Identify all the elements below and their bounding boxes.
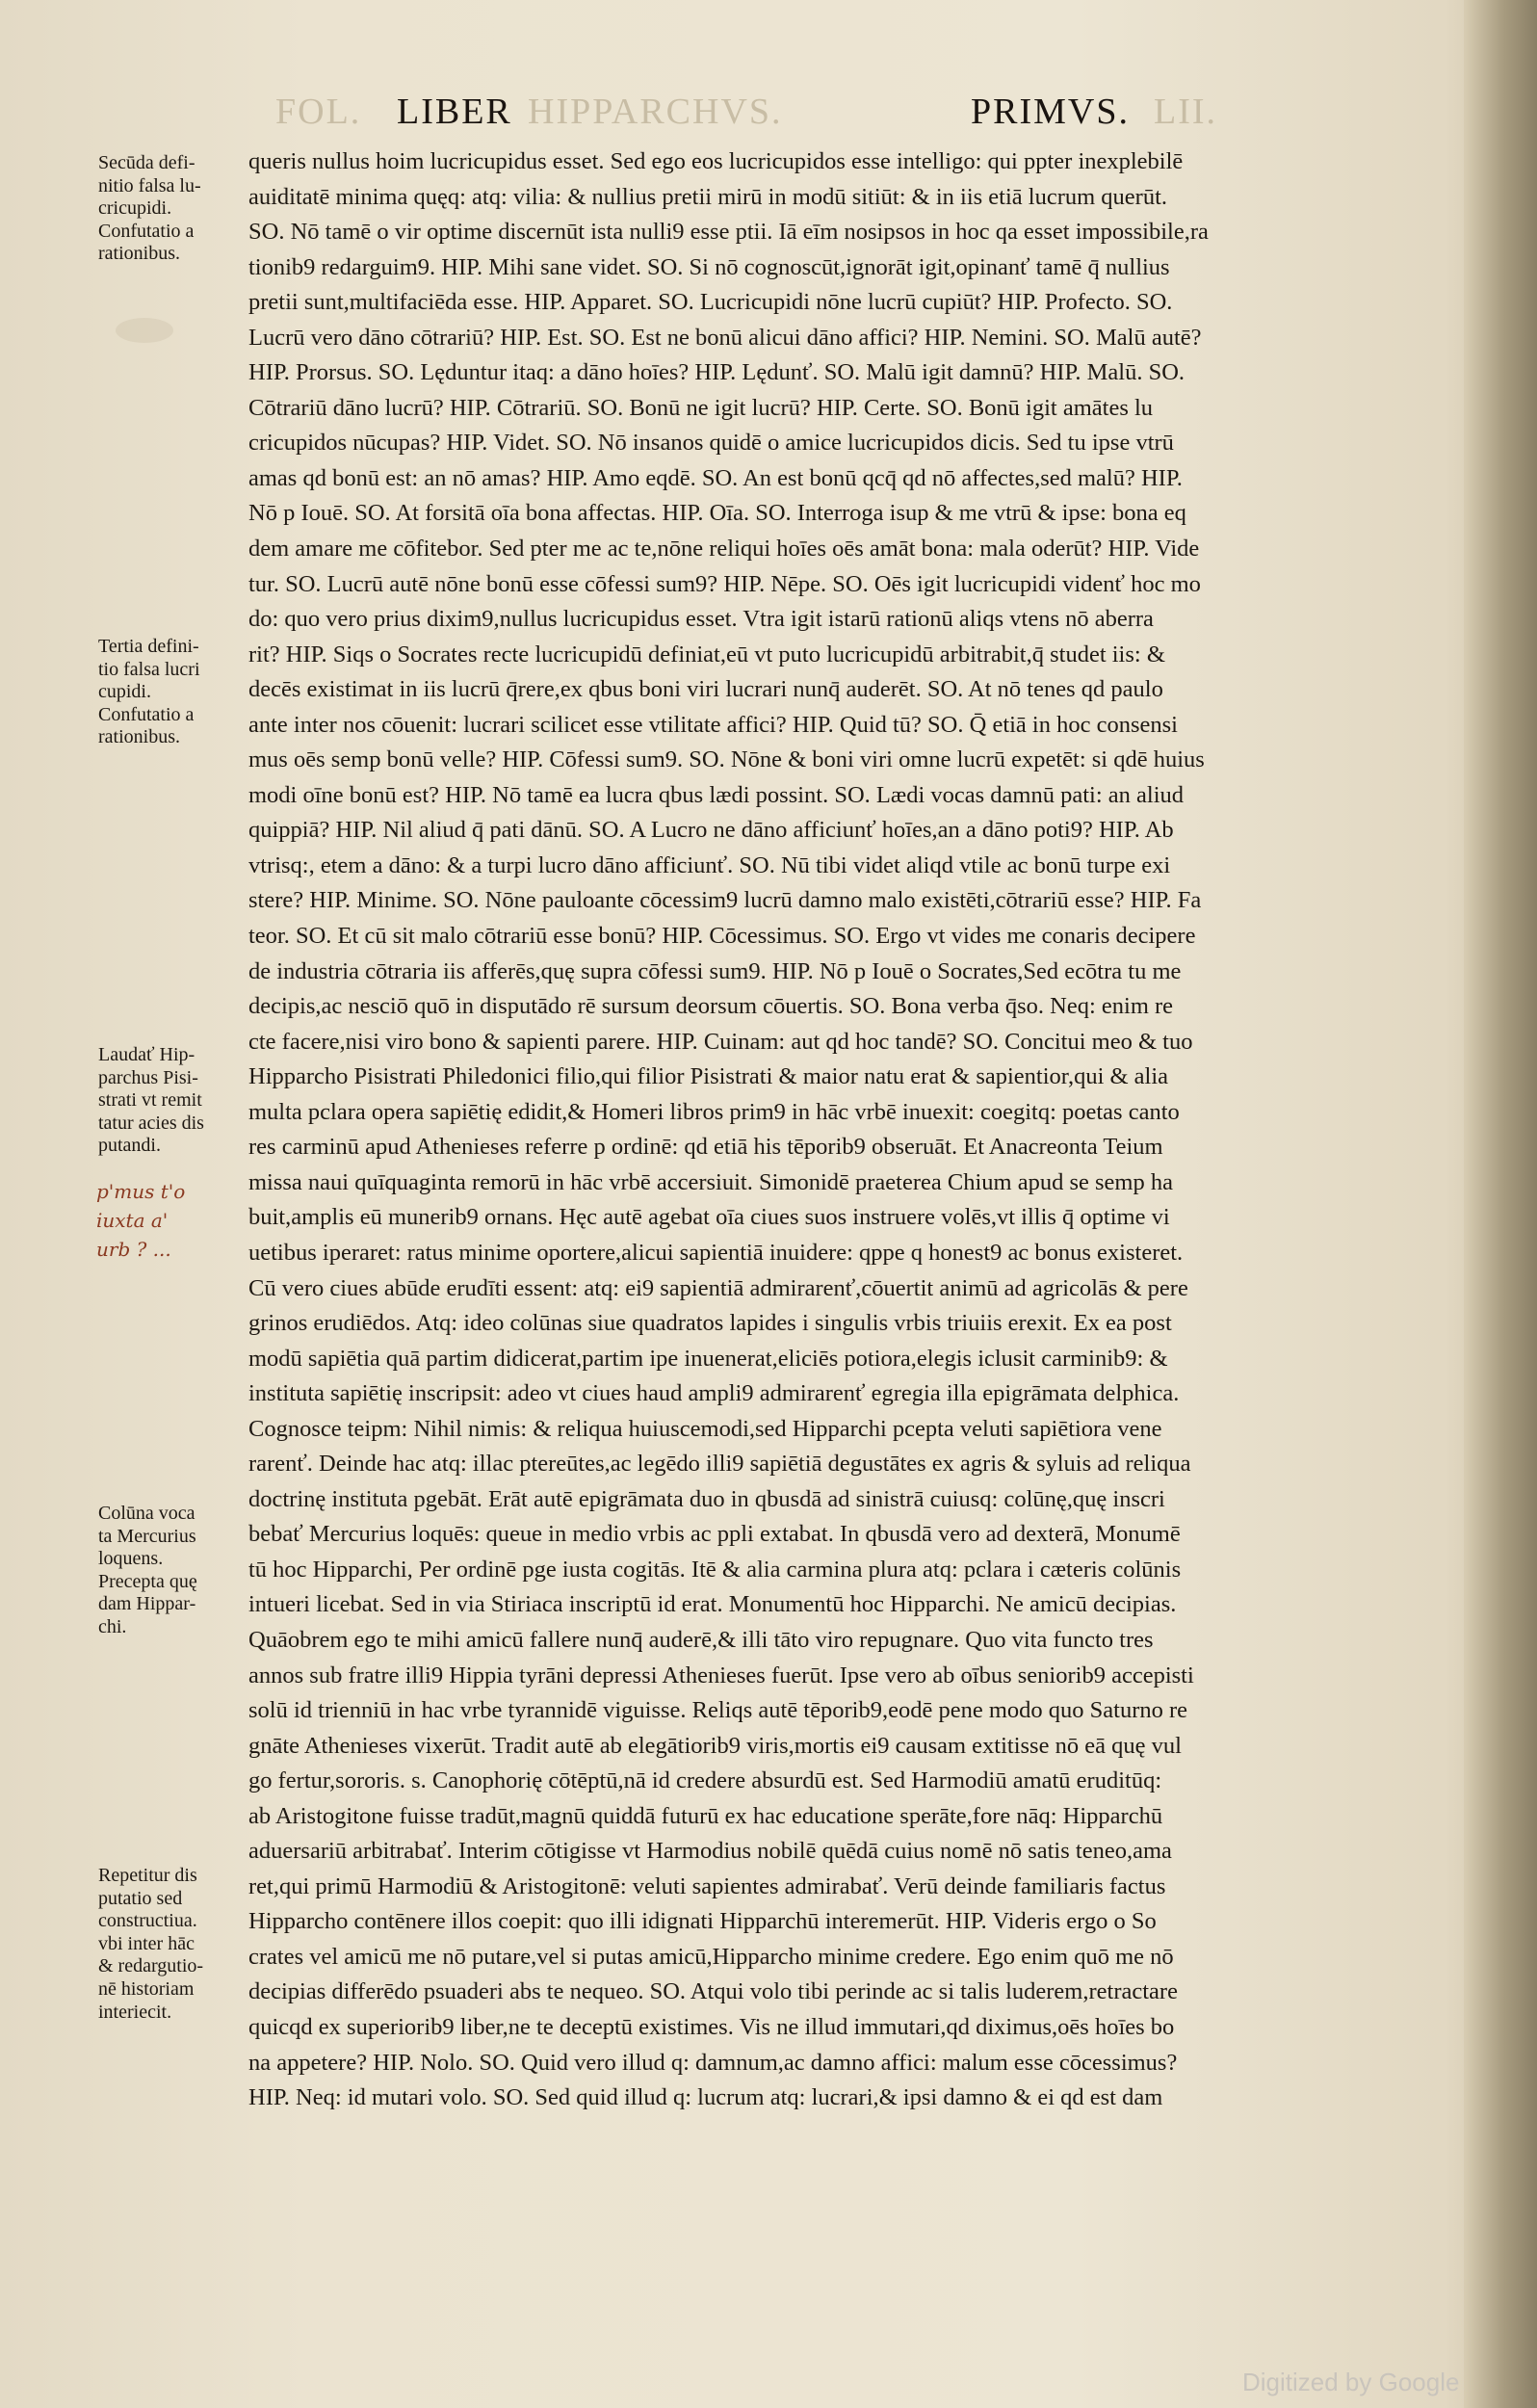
text-line: ante inter nos cōuenit: lucrari scilicet esse vtilitate affici? HIP. Quid tū? SO. Q̄ etiā in hoc consensi <box>248 711 1178 738</box>
margin-note-line: cupidi. <box>98 681 151 703</box>
margin-note-line: Confutatio a <box>98 703 195 725</box>
margin-note-line: tatur acies dis <box>98 1112 204 1134</box>
running-header <box>0 91 1537 137</box>
header-ghost-center: HIPPARCHVS. <box>528 92 783 132</box>
margin-note-line: rationibus. <box>98 726 180 748</box>
margin-note-line: loquens. <box>98 1548 164 1570</box>
text-line: rarenť. Deinde hac atq: illac ptereūtes,ac legēdo illi9 sapiētiā degustātes ex agris & syluis ad reliqua <box>248 1451 1191 1478</box>
text-line: Cū vero ciues abūde erudīti essent: atq: ei9 sapientiā admirarenť,cōuertit animū ad agricolās & pere <box>248 1274 1188 1301</box>
text-line: modi oīne bonū est? HIP. Nō tamē ea lucra qbus lædi possint. SO. Lædi vocas damnū pati: an aliud <box>248 781 1185 808</box>
text-line: tū hoc Hipparchi, Per ordinē pge iusta cogitās. Itē & alia carmina plura atq: pclara i cæteris colūnis <box>248 1556 1182 1583</box>
text-line: doctrinę instituta pgebāt. Erāt autē epigrāmata duo in qbusdā ad sinistrā cuiusq: colūnę,quę inscri <box>248 1485 1165 1512</box>
text-line: Cognosce teipm: Nihil nimis: & reliqua huiuscemodi,sed Hipparchi pcepta veluti sapiētiora vene <box>248 1415 1162 1442</box>
header-liber: LIBER <box>397 92 512 132</box>
margin-note-line: Repetitur dis <box>98 1865 197 1886</box>
text-line: stere? HIP. Minime. SO. Nōne pauloante cōcessim9 lucrū damno malo existēti,cōtrariū esse? HIP. Fa <box>248 887 1202 914</box>
text-line: Hipparcho Pisistrati Philedonici filio,qui filior Pisistrati & maior natu erat & sapientior,qui & alia <box>248 1063 1169 1090</box>
margin-note-line: cricupidi. <box>98 197 172 220</box>
margin-note-line: Tertia defini- <box>98 636 199 657</box>
margin-note-line: parchus Pisi- <box>98 1066 198 1088</box>
text-line: modū sapiētia quā partim didicerat,partim ipe inuenerat,eliciēs potiora,elegis iclusit carminib9: & <box>248 1345 1168 1372</box>
text-line: res carminū apud Athenieses referre p ordinē: qd etiā his tēporib9 obseruāt. Et Anacreonta Teium <box>248 1134 1163 1161</box>
text-line: quippiā? HIP. Nil aliud q̄ pati dānū. SO. A Lucro ne dāno afficiunť hoīes,an a dāno poti9? HIP. Ab <box>248 817 1174 844</box>
margin-note-line: putandi. <box>98 1135 161 1157</box>
text-line: teor. SO. Et cū sit malo cōtrariū esse bonū? HIP. Cōcessimus. SO. Ergo vt vides me conaris decipere <box>248 923 1196 950</box>
header-primus: PRIMVS. <box>971 92 1130 132</box>
margin-note-line: interiecit. <box>98 2001 172 2023</box>
text-line: buit,amplis eū munerib9 ornans. Hęc autē agebat oīa ciues suos instruere volēs,vt illis q̄ optime vi <box>248 1204 1170 1231</box>
text-line: decēs existimat in iis lucrū q̄rere,ex qbus boni viri lucrari nunq̄ auderēt. SO. At nō tenes qd paulo <box>248 676 1163 703</box>
text-line: HIP. Neq: id mutari volo. SO. Sed quid illud q: lucrum atq: lucrari,& ipsi damno & ei qd est dam <box>248 2084 1163 2111</box>
text-line: decipis,ac nesciō quō in disputādo rē sursum deorsum cōuertis. SO. Bona verba q̄so. Neq: enim re <box>248 993 1174 1020</box>
text-line: decipias differēdo psuaderi abs te nequeo. SO. Atqui volo tibi perinde ac si talis luderem,retractare <box>248 1978 1178 2005</box>
stain <box>116 318 173 343</box>
text-line: missa naui quīquaginta remorū in hāc vrbē accersiuit. Simonidē praeterea Chium apud se semp ha <box>248 1168 1173 1195</box>
text-line: Hipparcho contēnere illos coepit: quo illi idignati Hipparchū interemerūt. HIP. Videris ergo o So <box>248 1908 1157 1935</box>
text-line: Cōtrariū dāno lucrū? HIP. Cōtrariū. SO. Bonū ne igit lucrū? HIP. Certe. SO. Bonū igit amātes lu <box>248 394 1154 421</box>
text-line: dem amare me cōfitebor. Sed pter me ac te,nōne reliqui hoīes oēs amāt bona: mala oderūt? HIP. Vide <box>248 536 1200 563</box>
text-line: pretii sunt,multifaciēda esse. HIP. Apparet. SO. Lucricupidi nōne lucrū cupiūt? HIP. Profecto. SO. <box>248 289 1173 316</box>
text-line: Quāobrem ego te mihi amicū fallere nunq̄ auderē,& illi tāto viro repugnare. Quo vita functo tres <box>248 1626 1154 1653</box>
margin-note-line: chi. <box>98 1615 127 1637</box>
margin-note-repetitur-disputatio <box>98 1865 245 2024</box>
margin-note-line: tio falsa lucri <box>98 658 200 680</box>
text-line: Lucrū vero dāno cōtrariū? HIP. Est. SO. Est ne bonū alicui dāno affici? HIP. Nemini. SO. Malū autē? <box>248 324 1202 351</box>
margin-note-laudatur-hipparchus <box>98 1044 245 1158</box>
text-line: gnāte Athenieses vixerūt. Tradit autē ab elegātiorib9 viris,mortis ei9 causam extitisse nō eā quę vul <box>248 1732 1182 1759</box>
main-text-column <box>248 144 1373 2116</box>
margin-note-line: nē historiam <box>98 1977 195 2000</box>
text-line: Nō p Iouē. SO. At forsitā oīa bona affectas. HIP. Oīa. SO. Interroga isup & me vtrū & ipse: bona eq <box>248 500 1186 527</box>
margin-note-columna-mercurius <box>98 1503 245 1639</box>
margin-note-line: vbi inter hāc <box>98 1932 195 1954</box>
text-line: quicqd ex superiorib9 liber,ne te deceptū existimes. Vis ne illud immutari,qd diximus,oēs hoīes bo <box>248 2013 1175 2040</box>
text-line: amas qd bonū est: an nō amas? HIP. Amo eqdē. SO. An est bonū qcq̄ qd nō affectes,sed malū? HIP. <box>248 464 1183 491</box>
margin-note-secunda-definitio <box>98 152 245 266</box>
margin-note-line: strati vt remit <box>98 1089 202 1112</box>
margin-note-line: Laudať Hip- <box>98 1044 195 1065</box>
text-line: ab Aristogitone fuisse tradūt,magnū quiddā futurū ex hac educatione sperāte,fore nāq: Hipparchū <box>248 1802 1163 1829</box>
margin-note-line: rationibus. <box>98 243 180 265</box>
header-ghost-right: LII. <box>1154 92 1218 132</box>
handwritten-line: p'mus t'o <box>96 1180 186 1203</box>
margin-note-line: Secūda defi- <box>98 152 195 173</box>
text-line: crates vel amicū me nō putare,vel si putas amicū,Hipparcho minime credere. Ego enim quō me nō <box>248 1943 1174 1970</box>
text-line: auiditatē minima quęq: atq: vilia: & nullius pretii mirū in modū sitiūt: & in iis etiā lucrum querūt. <box>248 183 1168 210</box>
margin-note-line: constructiua. <box>98 1910 197 1932</box>
text-line: ret,qui primū Harmodiū & Aristogitonē: veluti sapientes admirabať. Verū deinde familiaris factus <box>248 1872 1166 1899</box>
text-line: SO. Nō tamē o vir optime discernūt ista nulli9 esse ptii. Iā eīm nosipsos in hoc qa esset impossibile,ra <box>248 219 1209 246</box>
text-line: grinos erudiēdos. Atq: ideo colūnas siue quadratos lapides i singulis vrbis triuiis erexit. Ex ea post <box>248 1310 1172 1337</box>
margin-note-line: Confutatio a <box>98 220 195 242</box>
handwritten-line: iuxta a' <box>96 1209 169 1232</box>
text-line: uetibus iperaret: ratus minime oportere,alicui sapientiā inuidere: qppe q honest9 ac bonus existeret. <box>248 1239 1184 1266</box>
text-line: HIP. Prorsus. SO. Lęduntur itaq: a dāno hoīes? HIP. Lędunť. SO. Malū igit damnū? HIP. Malū. SO. <box>248 359 1185 386</box>
text-line: multa pclara opera sapiētię edidit,& Homeri libros prim9 in hāc vrbē inuexit: coegitq: poetas canto <box>248 1098 1180 1125</box>
margin-note-line: & redargutio- <box>98 1955 204 1977</box>
text-line: intueri licebat. Sed in via Stiriaca inscriptū id erat. Monumentū hoc Hipparchi. Ne amicū decipias. <box>248 1591 1177 1618</box>
margin-note-line: putatio sed <box>98 1887 183 1909</box>
margin-note-line: nitio falsa lu- <box>98 174 201 196</box>
margin-note-line: dam Hippar- <box>98 1593 196 1615</box>
handwritten-line: urb ? ... <box>96 1238 171 1261</box>
margin-note-line: ta Mercurius <box>98 1525 196 1547</box>
text-line: de industria cōtraria iis afferēs,quę supra cōfessi sum9. HIP. Nō p Iouē o Socrates,Sed ecōtra tu me <box>248 957 1182 984</box>
google-watermark: Digitized by Google <box>1242 2368 1460 2396</box>
text-line: tionib9 redarguim9. HIP. Mihi sane videt. SO. Si nō cognoscūt,ignorāt igit,opinanť tamē q̄ nullius <box>248 253 1170 280</box>
page-fore-edge <box>1464 0 1537 2408</box>
text-line: aduersariū arbitrabať. Interim cōtigisse vt Harmodius nobilē quēdā cuius nomē nō satis teneo,ama <box>248 1838 1172 1865</box>
text-line: instituta sapiētię inscripsit: adeo vt ciues haud ampli9 admirarenť egregia illa epigrāmata delphica. <box>248 1380 1180 1407</box>
text-line: annos sub fratre illi9 Hippia tyrāni depressi Athenieses fuerūt. Ipse vero ab oībus seniorib9 accepisti <box>248 1662 1194 1688</box>
text-line: do: quo vero prius dixim9,nullus lucricupidus esset. Vtra igit istarū rationū aliqs vtens nō aberra <box>248 606 1154 633</box>
text-line: rit? HIP. Siqs o Socrates recte lucricupidū definiat,eū vt puto lucricupidū arbitrabit,q̄ studet iis: & <box>248 641 1165 667</box>
text-line: tur. SO. Lucrū autē nōne bonū esse cōfessi sum9? HIP. Nēpe. SO. Oēs igit lucricupidi videnť hoc mo <box>248 570 1201 597</box>
text-line: vtrisq:, etem a dāno: & a turpi lucro dāno afficiunť. SO. Nū tibi videt aliqd vtile ac bonū turpe exi <box>248 851 1171 878</box>
text-line: bebať Mercurius loquēs: queue in medio vrbis ac ppli extabat. In qbusdā vero ad dexterā, Monumē <box>248 1521 1181 1548</box>
header-ghost-left: FOL. <box>275 92 362 132</box>
margin-note-line: Colūna voca <box>98 1503 195 1524</box>
text-line: na appetere? HIP. Nolo. SO. Quid vero illud q: damnum,ac damno affici: malum esse cōcessimus? <box>248 2049 1178 2076</box>
text-line: go fertur,sororis. s. Canophorię cōtēptū,nā id credere absurdū est. Sed Harmodiū amatū eruditūq: <box>248 1767 1162 1794</box>
text-line: solū id trienniū in hac vrbe tyrannidē viguisse. Reliqs autē tēporib9,eodē pene modo quo Saturno re <box>248 1697 1188 1724</box>
text-line: cte facere,nisi viro bono & sapienti parere. HIP. Cuinam: aut qd hoc tandē? SO. Concitui meo & tuo <box>248 1028 1193 1055</box>
margin-note-tertia-definitio <box>98 636 245 749</box>
text-line: queris nullus hoim lucricupidus esset. Sed ego eos lucricupidos esse intelligo: qui ppter inexplebilē <box>248 148 1184 174</box>
text-line: cricupidos nūcupas? HIP. Videt. SO. Nō insanos quidē o amice lucricupidos dicis. Sed tu ipse vtrū <box>248 430 1174 457</box>
text-line: mus oēs semp bonū velle? HIP. Cōfessi sum9. SO. Nōne & boni viri omne lucrū expetēt: si qdē huius <box>248 746 1205 773</box>
margin-note-line: Precepta quę <box>98 1570 197 1592</box>
handwritten-annotation <box>96 1177 248 1264</box>
